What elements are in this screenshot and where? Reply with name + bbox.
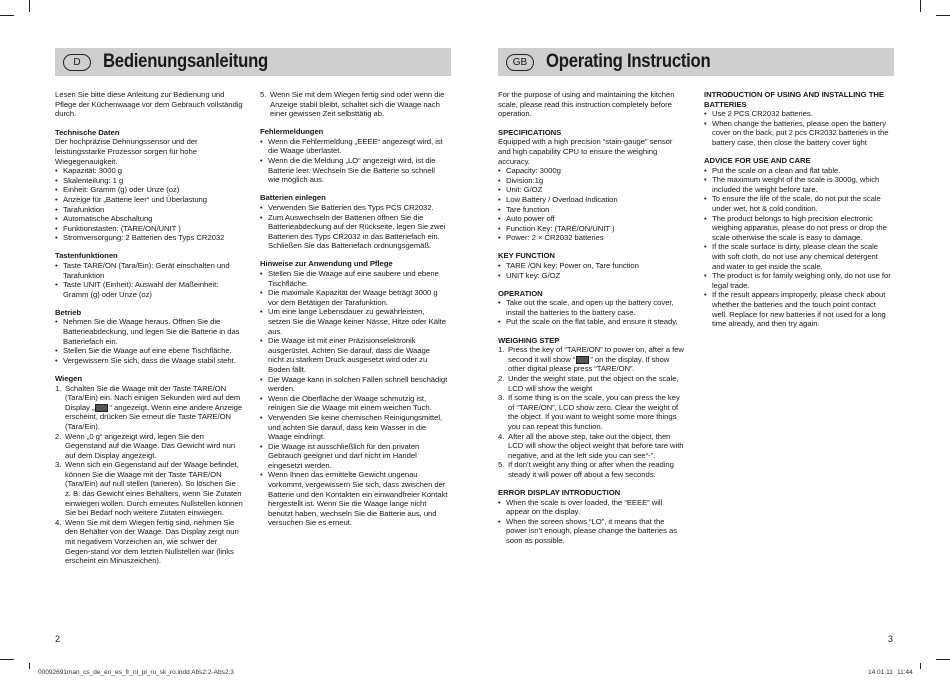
left-intro: Lesen Sie bitte diese Anleitung zur Bedienung und Pflege der Küchenwaage vor dem Gebrauch vollständig durch. xyxy=(55,90,243,119)
list-item: • Put the scale on the flat table, and ensure it steady. xyxy=(498,317,686,327)
page-number-right: 3 xyxy=(888,634,894,644)
print-slug-time: 11:44 xyxy=(897,669,913,676)
step-number: 2. xyxy=(498,373,505,383)
list-item: • The product is for family weighing only, do not use for legal trade. xyxy=(704,271,892,290)
list-item xyxy=(55,384,243,432)
list-item: • Use 2 PCS CR2032 batteries. xyxy=(704,109,892,119)
left-weighing-section xyxy=(55,374,243,566)
left-errors-heading: Fehlermeldungen xyxy=(260,127,324,137)
list-item: • Die Waage ist mit einer Präzisionselektronik ausgerüstet. Achten Sie darauf, dass die Waage nicht zu starkem Druck ausgesetzt wird oder zu Boden fällt. xyxy=(260,336,448,374)
list-item: • Function Key: (TARE/ON/UNIT ) xyxy=(498,224,686,234)
step-text: If some thing is on the scale, you can press the key of “TARE/ON”, LCD show zero. Clear the weight of the object. If you want to weight some more things you can repeat this function. xyxy=(508,393,680,431)
right-advice-list xyxy=(704,166,892,329)
list-item: • Wenn Ihnen das ermittelte Gewicht ungenau vorkommt, vergewissern Sie sich, dass zwischen der Batterie und den Kontakten ein einwandfreier Kontakt hergestellt ist. Wenn Sie die Waage lange nicht benutzt haben, wechseln Sie die Batterie aus, und versuchen Sie es erneut. xyxy=(260,470,448,528)
right-errors-list xyxy=(498,498,686,546)
list-item: • Verwenden Sie keine chemischen Reinigungsmittel, und achten Sie darauf, dass kein Wasser in die Waage eindringt. xyxy=(260,413,448,442)
list-item: • Wenn die Fehlermeldung „EEEE“ angezeigt wird, ist die Waage überlastet. xyxy=(260,137,448,156)
list-item: • Division:1g xyxy=(498,176,686,186)
right-column-1 xyxy=(498,90,686,554)
list-item xyxy=(55,432,243,461)
list-item: • Automatische Abschaltung xyxy=(55,214,243,224)
list-item: • Low Battery / Overload Indication xyxy=(498,195,686,205)
list-item: • When the screen shows “LO”, it means that the power isn’t enough, please change the batteries as soon as possible. xyxy=(498,517,686,546)
step-text: Under the weight state, put the object on the scale, LCD will show the weight xyxy=(508,373,679,393)
left-keys-list xyxy=(55,261,243,299)
step-text: If don’t weight any thing or after when the reading steady it will power off about a few seconds. xyxy=(508,460,674,479)
right-advice-section xyxy=(704,156,892,329)
left-weighing-heading: Wiegen xyxy=(55,373,82,383)
left-weighing-list xyxy=(55,384,243,566)
left-care-list xyxy=(260,269,448,528)
left-operation-list xyxy=(55,317,243,365)
left-keys-heading: Tastenfunktionen xyxy=(55,251,118,261)
step-text: Press the key of “TARE/ON” to power on, after a few second it will show “ xyxy=(508,345,684,364)
right-keys-list xyxy=(498,261,686,280)
left-errors-section xyxy=(260,127,448,185)
list-item xyxy=(498,393,686,431)
right-install-section xyxy=(704,90,892,148)
list-item xyxy=(498,460,686,479)
right-keys-section xyxy=(498,251,686,280)
right-operation-list xyxy=(498,298,686,327)
list-item: • UNIT key: G/OZ xyxy=(498,271,686,281)
right-specs-text: Equipped with a high precision “stain-gauge” sensor and high capability CPU to ensure the weighing accuracy. xyxy=(498,137,673,166)
left-technical-text: Der hochpräzise Dehnungssensor und der leistungsstarke Prozessor sorgen für hohe Wiegegenauigkeit. xyxy=(55,137,198,166)
page-number-left: 2 xyxy=(55,634,61,644)
list-item: • Vergewissern Sie sich, dass die Waage stabil steht. xyxy=(55,356,243,366)
list-item: • Einheit: Gramm (g) oder Unze (oz) xyxy=(55,185,243,195)
right-advice-heading: ADVICE FOR USE AND CARE xyxy=(704,156,811,166)
step-text: ” on the display. If show other digital please press “TARE/ON”. xyxy=(508,354,670,374)
list-item: • Nehmen Sie die Waage heraus. Öffnen Sie die Batterieabdeckung, und legen Sie die Batterie in das Batteriefach ein. xyxy=(55,317,243,346)
list-item: • Skalenteilung: 1 g xyxy=(55,176,243,186)
list-item: • The maximum weight of the scale is 3000g, which included the weight before tare. xyxy=(704,175,892,194)
list-item: • Put the scale on a clean and flat table. xyxy=(704,166,892,176)
list-item: • The product belongs to high precision electronic weighing apparatus, please do not press or drop the scale otherwise the scale is easy to damage. xyxy=(704,214,892,243)
right-keys-heading: KEY FUNCTION xyxy=(498,251,555,261)
list-item: • Zum Auswechseln der Batterien öffnen Sie die Batterieabdeckung auf der Rückseite, legen Sie zwei Batterien des Typs CR2032 in das Batteriefach ein. Schließen Sie das Batteriefach ordnungsgemäß. xyxy=(260,213,448,251)
list-item: • Wenn die die Meldung „LO“ angezeigt wird, ist die Batterie leer. Wechseln Sie die Batterie so schnell wie möglich aus. xyxy=(260,156,448,185)
right-column-2 xyxy=(704,90,892,337)
left-page-header xyxy=(55,48,451,76)
list-item: • Die Waage kann in solchen Fällen schnell beschädigt werden. xyxy=(260,375,448,394)
right-errors-section xyxy=(498,488,686,546)
left-operation-heading: Betrieb xyxy=(55,307,82,317)
list-item: • Power: 2 × CR2032 batteries xyxy=(498,233,686,243)
left-keys-section xyxy=(55,251,243,299)
list-item: • If the result appears improperly, please check about whether the batteries and the touch point contact well. Replace for new batteries if not used for a long time already, and then try again. xyxy=(704,290,892,328)
step-text: After all the above step, take out the object, then LCD will show the object weight that before tare with negative, and at the left side you can see“-”. xyxy=(508,431,684,460)
list-item: • Verwenden Sie Batterien des Typs PCS CR2032. xyxy=(260,203,448,213)
list-item: • Take out the scale, and open up the battery cover, install the batteries to the battery case. xyxy=(498,298,686,317)
step-text: Wenn „0 g“ angezeigt wird, legen Sie den Gegenstand auf die Waage. Das Gewicht wird nun auf dem Display angezeigt. xyxy=(65,431,236,460)
left-batteries-heading: Batterien einlegen xyxy=(260,193,326,203)
list-item: • Capacity: 3000g xyxy=(498,166,686,176)
right-page-title: Operating Instruction xyxy=(546,51,711,72)
list-item: • Taste TARE/ON (Tara/Ein): Gerät einschalten und Tarafunktion xyxy=(55,261,243,280)
list-item: • Unit: G/OZ xyxy=(498,185,686,195)
list-item: • Taste UNIT (Einheit): Auswahl der Maßeinheit: Gramm (g) oder Unze (oz) xyxy=(55,280,243,299)
left-column-2 xyxy=(260,90,448,537)
step-number: 4. xyxy=(55,517,62,527)
crop-mark xyxy=(936,659,950,660)
left-technical-list xyxy=(55,166,243,243)
list-item: • Stellen Sie die Waage auf eine ebene Tischfläche. xyxy=(55,346,243,356)
right-specs-heading: SPECIFICATIONS xyxy=(498,127,562,137)
right-weighing-heading: WEIGHING STEP xyxy=(498,335,560,345)
list-item: • Stromversorgung: 2 Batterien des Typs CR2032 xyxy=(55,233,243,243)
right-errors-heading: ERROR DISPLAY INTRODUCTION xyxy=(498,487,621,497)
list-item: • When change the batteries, please open the battery cover on the back, put 2 pcs CR2032 batteries in the battery case, then close the battery cover tight xyxy=(704,119,892,148)
step-number: 5. xyxy=(260,90,267,99)
list-item: • Stellen Sie die Waage auf eine saubere und ebene Tischfläche. xyxy=(260,269,448,288)
right-page-header xyxy=(498,48,894,76)
crop-mark xyxy=(936,15,950,16)
list-item: • TARE /ON key: Power on, Tare function xyxy=(498,261,686,271)
step-number: 2. xyxy=(55,431,62,441)
list-item: • When the scale is over loaded, the “EEEE” will appear on the display. xyxy=(498,498,686,517)
right-operation-heading: OPERATION xyxy=(498,288,543,298)
step-text: “ angezeigt. Wenn eine andere Anzeige erscheint, drücken Sie erneut die Taste TARE/ON (Tara/Ein). xyxy=(65,402,243,431)
left-batteries-section xyxy=(260,193,448,251)
list-item: • To ensure the life of the scale, do not put the scale under wet, hot & cold condition. xyxy=(704,194,892,213)
list-item: • Auto power off xyxy=(498,214,686,224)
right-weighing-section xyxy=(498,336,686,480)
list-item: • Um eine lange Lebensdauer zu gewährleisten, setzen Sie die Waage keiner Nässe, Hitze oder Kälte aus. xyxy=(260,307,448,336)
step-number: 3. xyxy=(55,460,62,470)
left-column-1 xyxy=(55,90,243,574)
left-page-title: Bedienungsanleitung xyxy=(103,51,268,72)
crop-mark xyxy=(920,0,921,12)
lcd-display-icon xyxy=(95,404,108,412)
crop-mark xyxy=(0,659,14,660)
list-item: • Kapazität: 3000 g xyxy=(55,166,243,176)
right-weighing-list xyxy=(498,345,686,479)
list-item: • Die Waage ist ausschließlich für den privaten Gebrauch geeignet und darf nicht im Handel eingesetzt werden. xyxy=(260,442,448,471)
crop-mark xyxy=(29,663,30,669)
right-install-heading: INTRODUCTION OF USING AND INSTALLING THE BATTERIES xyxy=(704,90,884,109)
step-number: 1. xyxy=(55,383,62,393)
crop-mark xyxy=(0,15,14,16)
left-technical-section xyxy=(55,128,243,243)
right-specs-list xyxy=(498,166,686,243)
list-item: • Anzeige für „Batterie leer“ und Überlastung xyxy=(55,195,243,205)
step-number: 4. xyxy=(498,431,505,441)
list-item xyxy=(55,460,243,518)
lcd-display-icon xyxy=(576,356,589,364)
step-number: 5. xyxy=(498,460,505,470)
step-text: Wenn Sie mit dem Wiegen fertig sind, nehmen Sie den Behälter von der Waage. Das Display zeigt nun mit negativem Vorzeichen an, wie schwer der Gegen-stand vor dem letzten Nullstellen war (links erscheint ein Minuszeichen). xyxy=(65,517,239,566)
step-text: Wenn Sie mit dem Wiegen fertig sind oder wenn die Anzeige stabil bleibt, schaltet sich die Waage nach einer gewissen Zeit selbsttätig ab. xyxy=(270,90,445,119)
left-weighing-list-cont xyxy=(260,90,448,119)
left-technical-heading: Technische Daten xyxy=(55,127,120,137)
left-care-heading: Hinweise zur Anwendung und Pflege xyxy=(260,259,393,269)
list-item: • Tarafunktion xyxy=(55,205,243,215)
list-item: • Funktionstasten: (TARE/ON/UNIT ) xyxy=(55,224,243,234)
left-errors-list xyxy=(260,137,448,185)
left-operation-section xyxy=(55,308,243,366)
language-badge-gb: GB xyxy=(506,54,534,71)
left-care-section xyxy=(260,259,448,528)
right-specs-section xyxy=(498,128,686,243)
right-install-list xyxy=(704,109,892,147)
print-slug-date: 14.01.11 xyxy=(868,669,893,676)
step-number: 3. xyxy=(498,393,505,403)
list-item xyxy=(55,518,243,566)
list-item xyxy=(498,374,686,393)
step-number: 1. xyxy=(498,345,505,355)
right-operation-section xyxy=(498,289,686,327)
list-item: • Wenn die Oberfläche der Waage schmutzig ist, reinigen Sie die Waage mit einem weichen Tuch. xyxy=(260,394,448,413)
list-item: • Tare function xyxy=(498,205,686,215)
step-text: Wenn sich ein Gegenstand auf der Waage befindet, können Sie die Waage mit der Taste TARE/ON (Tara/Ein) auf null stellen (tarieren). So löschen Sie z. B. das Gewicht eines Behälters, wenn Sie Zutaten einwiegen wollen. Durch erneutes Nullstellen können Sie bei Bedarf noch weitere Zutaten einwiegen. xyxy=(65,460,243,518)
step-text: Schalten Sie die Waage mit der Taste TARE/ON (Tara/Ein) ein. Nach einigen Sekunden wird auf dem Display „ xyxy=(65,383,241,412)
language-badge-d: D xyxy=(63,54,91,71)
right-intro: For the purpose of using and maintaining the kitchen scale, please read this instruction completely before operation. xyxy=(498,90,675,119)
list-item xyxy=(498,345,686,374)
crop-mark xyxy=(29,0,30,12)
print-slug-file: 00092691man_cs_de_en_es_fr_nl_pl_ru_sk_ro.indd Abs2:2-Abs2:3 xyxy=(38,669,234,676)
list-item xyxy=(498,432,686,461)
list-item: • If the scale surface is dirty, please clean the scale with soft cloth, do not use any chemical detergent and water to get inside the scale. xyxy=(704,242,892,271)
list-item xyxy=(260,90,448,119)
list-item: • Die maximale Kapazität der Waage beträgt 3000 g vor dem Betätigen der Tarafunktion. xyxy=(260,288,448,307)
left-batteries-list xyxy=(260,203,448,251)
crop-mark xyxy=(920,663,921,669)
